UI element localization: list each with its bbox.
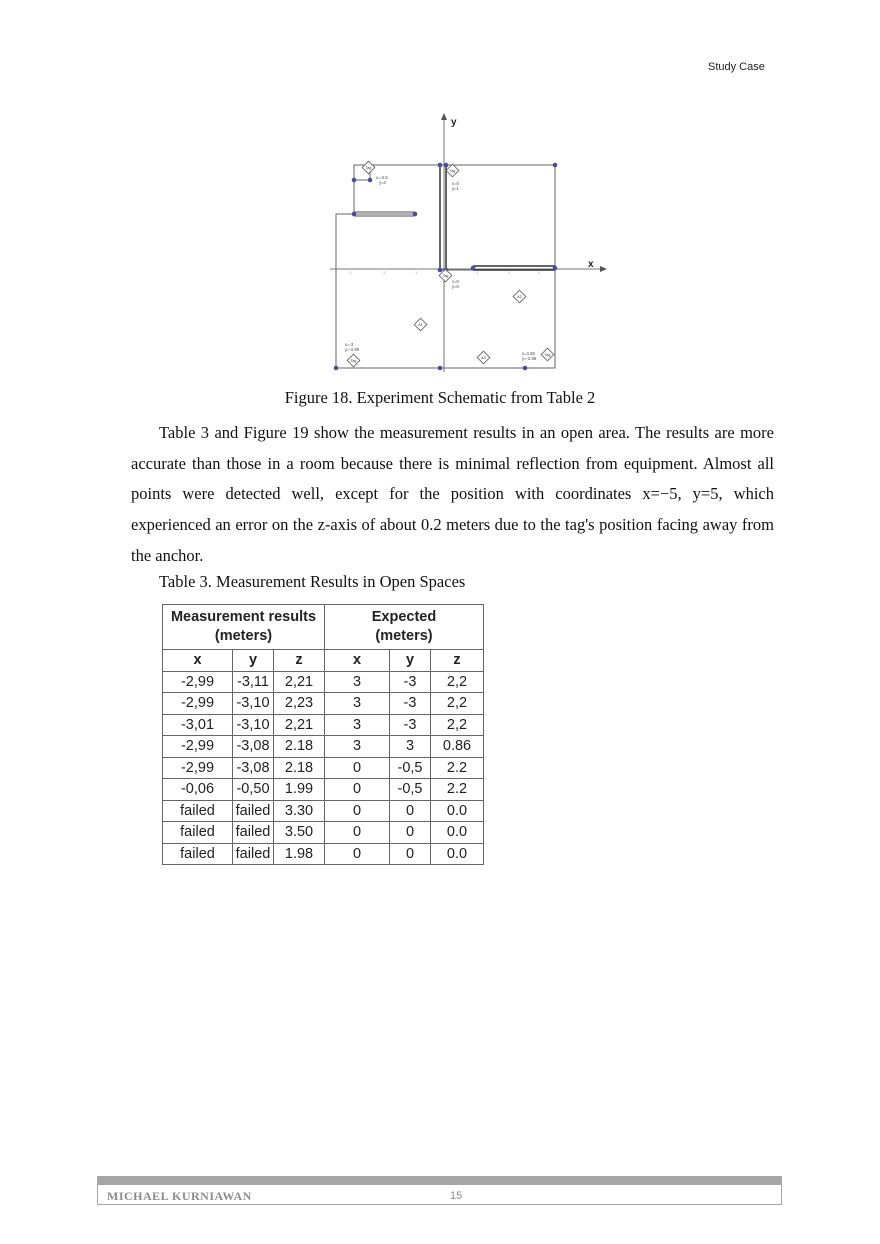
anchor-a3-marker bbox=[477, 351, 490, 364]
label-origin-y: y=0 bbox=[452, 284, 459, 289]
table-cell: failed bbox=[163, 843, 233, 865]
table-caption: Table 3. Measurement Results in Open Spaces bbox=[159, 572, 466, 591]
table-cell: 2,2 bbox=[431, 714, 484, 736]
table-row bbox=[163, 693, 484, 715]
table-cell: 2,21 bbox=[274, 714, 325, 736]
anchor-a1-marker bbox=[414, 318, 427, 331]
table-cell: -0,06 bbox=[163, 779, 233, 801]
table-cell: 3.30 bbox=[274, 800, 325, 822]
svg-text:Tag: Tag bbox=[350, 359, 357, 363]
label-bottom-left-y: y=-2.99 bbox=[345, 347, 360, 352]
table-cell: 2,23 bbox=[274, 693, 325, 715]
table-cell: 0 bbox=[325, 800, 390, 822]
label-bottom-right-x: x=3.28 bbox=[522, 351, 535, 356]
column-header: x bbox=[163, 650, 233, 672]
table-row bbox=[163, 736, 484, 758]
table-cell: -3 bbox=[390, 671, 431, 693]
table-cell: -3,11 bbox=[233, 671, 274, 693]
label-top-left-y: y=3 bbox=[379, 180, 386, 185]
tag-marker-bottom-right bbox=[541, 348, 554, 361]
table-cell: -3 bbox=[390, 714, 431, 736]
table-cell: 0 bbox=[390, 822, 431, 844]
figure-caption: Figure 18. Experiment Schematic from Table 2 bbox=[284, 388, 596, 407]
table-cell: 3 bbox=[325, 714, 390, 736]
y-axis-arrow bbox=[441, 113, 447, 120]
table-cell: 2,2 bbox=[431, 671, 484, 693]
table-row bbox=[163, 671, 484, 693]
table-cell: 3.50 bbox=[274, 822, 325, 844]
table-cell: failed bbox=[233, 800, 274, 822]
svg-text:-5: -5 bbox=[348, 270, 352, 275]
label-bottom-left-x: x=-3 bbox=[345, 342, 354, 347]
table-cell: failed bbox=[233, 822, 274, 844]
svg-text:Tag: Tag bbox=[449, 169, 456, 173]
svg-text:1: 1 bbox=[476, 270, 479, 275]
table-cell: 0 bbox=[390, 843, 431, 865]
table-row bbox=[163, 822, 484, 844]
table-cell: 0.0 bbox=[431, 800, 484, 822]
svg-text:2: 2 bbox=[508, 270, 511, 275]
tag-marker-top-left bbox=[362, 161, 375, 174]
svg-text:-3: -3 bbox=[382, 270, 386, 275]
column-header: z bbox=[431, 650, 484, 672]
label-top-left-x: x=-2.5 bbox=[376, 175, 388, 180]
x-axis-arrow bbox=[600, 266, 607, 272]
table-cell: 0.0 bbox=[431, 822, 484, 844]
table-cell: -3,10 bbox=[233, 714, 274, 736]
table-cell: 0.86 bbox=[431, 736, 484, 758]
footer-bar bbox=[97, 1176, 782, 1185]
schematic-svg bbox=[330, 110, 610, 375]
table-row bbox=[163, 757, 484, 779]
table-cell: 3 bbox=[325, 736, 390, 758]
table-cell: 1.98 bbox=[274, 843, 325, 865]
table-cell: 2.18 bbox=[274, 736, 325, 758]
table-cell: 0 bbox=[325, 757, 390, 779]
column-header-row bbox=[163, 650, 484, 672]
table-cell: 0 bbox=[325, 843, 390, 865]
table-cell: -3,08 bbox=[233, 736, 274, 758]
table-cell: -0,5 bbox=[390, 757, 431, 779]
table-cell: -2,99 bbox=[163, 671, 233, 693]
svg-text:Tag: Tag bbox=[544, 353, 551, 357]
label-bottom-right-y: y=-2.98 bbox=[522, 356, 537, 361]
table-cell: 0 bbox=[325, 779, 390, 801]
table-row bbox=[163, 843, 484, 865]
table-cell: 3 bbox=[390, 736, 431, 758]
svg-text:3: 3 bbox=[538, 270, 541, 275]
svg-text:Tag: Tag bbox=[365, 166, 372, 170]
table-cell: 0 bbox=[325, 822, 390, 844]
table-cell: 3 bbox=[325, 693, 390, 715]
table-cell: -3,08 bbox=[233, 757, 274, 779]
svg-text:A1: A1 bbox=[418, 323, 423, 327]
x-axis-label: x bbox=[588, 259, 594, 270]
expected-group-header: Expected (meters) bbox=[325, 605, 484, 650]
table-cell: 2,21 bbox=[274, 671, 325, 693]
table-cell: failed bbox=[233, 843, 274, 865]
table-cell: -0,50 bbox=[233, 779, 274, 801]
table-cell: -0,5 bbox=[390, 779, 431, 801]
table-cell: -2,99 bbox=[163, 693, 233, 715]
measurement-results-table bbox=[162, 604, 484, 865]
label-origin-top-y: y=1 bbox=[452, 186, 459, 191]
svg-text:A3: A3 bbox=[481, 356, 486, 360]
table-cell: 3 bbox=[325, 671, 390, 693]
footer-author: MICHAEL KURNIAWAN bbox=[107, 1189, 252, 1203]
page-number: 15 bbox=[450, 1190, 463, 1202]
table-cell: 2,2 bbox=[431, 693, 484, 715]
table-cell: 1.99 bbox=[274, 779, 325, 801]
column-header: y bbox=[233, 650, 274, 672]
y-axis-label: y bbox=[451, 117, 457, 128]
measurement-group-header: Measurement results (meters) bbox=[163, 605, 325, 650]
table-cell: 0 bbox=[390, 800, 431, 822]
table-cell: -2,99 bbox=[163, 736, 233, 758]
table-row bbox=[163, 779, 484, 801]
table-cell: failed bbox=[163, 822, 233, 844]
table-cell: -2,99 bbox=[163, 757, 233, 779]
label-origin-top-x: x=0 bbox=[452, 181, 459, 186]
column-header: z bbox=[274, 650, 325, 672]
table-cell: 0.0 bbox=[431, 843, 484, 865]
label-origin-x: x=0 bbox=[452, 279, 459, 284]
svg-text:-1: -1 bbox=[414, 270, 418, 275]
table-cell: 2.18 bbox=[274, 757, 325, 779]
running-header: Study Case bbox=[708, 61, 765, 73]
table-cell: -3,10 bbox=[233, 693, 274, 715]
tag-marker-bottom-left bbox=[347, 354, 360, 367]
column-header: x bbox=[325, 650, 390, 672]
anchor-a2-marker bbox=[513, 290, 526, 303]
table-row bbox=[163, 800, 484, 822]
table-body bbox=[163, 671, 484, 865]
svg-text:Tag: Tag bbox=[442, 274, 449, 278]
body-paragraph: Table 3 and Figure 19 show the measurement results in an open area. The results are more accurate than those in a room because there is minimal reflection from equipment. Almost all points were detected well, except for the position with coordinates x=−5, y=5, which experienced an error on the z-axis of about 0.2 meters due to the tag's position facing away from the anchor. bbox=[131, 423, 774, 565]
table-cell: 2.2 bbox=[431, 757, 484, 779]
table-cell: failed bbox=[163, 800, 233, 822]
table-cell: -3,01 bbox=[163, 714, 233, 736]
table-cell: -3 bbox=[390, 693, 431, 715]
svg-text:A2: A2 bbox=[517, 295, 522, 299]
table-row bbox=[163, 714, 484, 736]
table-cell: 2.2 bbox=[431, 779, 484, 801]
column-header: y bbox=[390, 650, 431, 672]
experiment-schematic-figure bbox=[330, 110, 610, 375]
